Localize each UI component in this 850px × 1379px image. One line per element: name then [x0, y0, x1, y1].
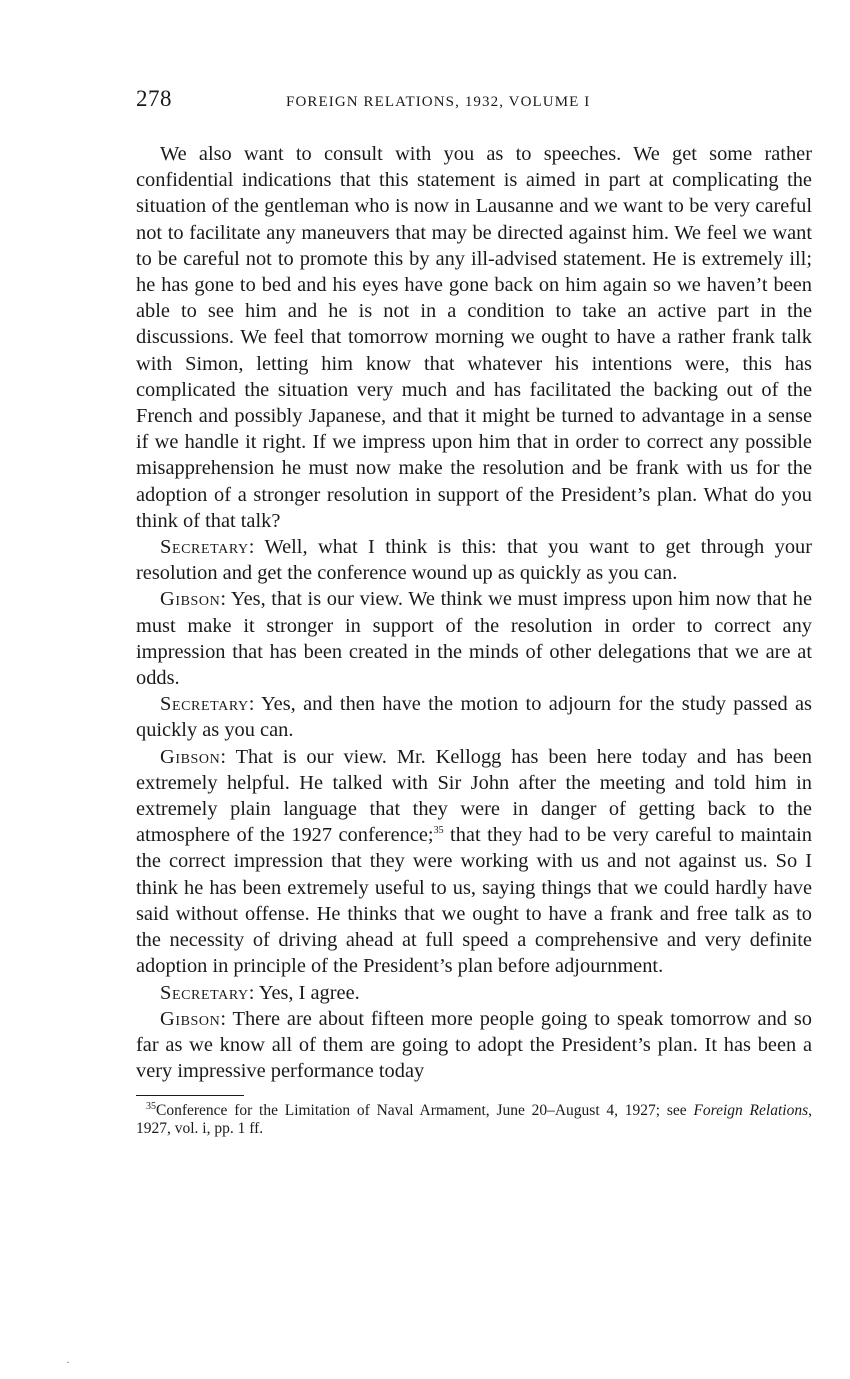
speaker-label: Gibson: [160, 745, 221, 768]
running-title: FOREIGN RELATIONS, 1932, VOLUME I: [286, 94, 591, 110]
speaker-label: Secretary: [160, 536, 249, 559]
footnote-divider: [136, 1095, 244, 1096]
speaker-label: Gibson: [160, 1007, 221, 1030]
footnote-marker: 35: [146, 1101, 156, 1113]
running-head: [136, 86, 812, 116]
paragraph-text: : That is our view. Mr. Kellogg has been here today and has been extremely helpful. He talked with Sir John after the meeting and told him in extremely plain language that they were in danger of getting back to the atmosphere of the 1927 conference;: [136, 745, 812, 847]
paragraph-6: [136, 980, 812, 1006]
paragraph-text: : Well, what I think is this: that you want to get through your resolution and get the conference wound up as quickly as you can.: [136, 536, 812, 585]
speaker-label: Secretary: [160, 693, 249, 716]
paragraph-3: [136, 586, 812, 691]
paragraph-text: : Yes, that is our view. We think we must impress upon him now that he must make it stronger in support of the resolution in order to correct any impression that has been created in the minds of other delegations that we are at odds.: [136, 588, 812, 690]
speaker-label: Gibson: [160, 588, 221, 611]
footnote-text: Conference for the Limitation of Naval Armament, June 20–August 4, 1927; see: [156, 1102, 694, 1120]
scan-speck: ·: [66, 1355, 70, 1369]
paragraph-text: : There are about fifteen more people going to speak tomorrow and so far as we know all of them are going to adopt the President’s plan. It has been a very impressive performance today: [136, 1007, 812, 1083]
paragraph-7: [136, 1006, 812, 1085]
body-text: [136, 141, 812, 1084]
paragraph-text: : Yes, and then have the motion to adjourn for the study passed as quickly as you can.: [136, 693, 812, 742]
paragraph-4: [136, 691, 812, 743]
paragraph-2: [136, 534, 812, 586]
footnote-italic-title: Foreign Relations: [693, 1102, 809, 1120]
footnote: [136, 1102, 812, 1138]
paragraph-text-continued: that they had to be very careful to maintain the correct impression that they were working with us and not against us. So I think he has been extremely useful to us, saying things that we could hardly have said without offense. He thinks that we ought to have a frank and free talk as to the necessity of driving ahead at full speed a comprehensive and very definite adoption in principle of the President’s plan before adjournment.: [136, 824, 812, 978]
paragraph-5: [136, 744, 812, 980]
paragraph-1: We also want to consult with you as to speeches. We get some rather confidential indications that this statement is aimed in part at complicating the situation of the gentleman who is now in Lausanne and we want to be very careful not to facilitate any maneuvers that may be directed against him. We feel we want to be careful not to promote this by any ill-advised statement. He is extremely ill; he has gone to bed and his eyes have gone back on him again so we haven’t been able to see him and he is not in a condition to take an active part in the discussions. We feel that tomorrow morning we ought to have a rather frank talk with Simon, letting him know that whatever his intentions were, this has complicated the situation very much and has facilitated the backing out of the French and possibly Japanese, and that it might be turned to advantage in a sense if we handle it right. If we impress upon him that in order to correct any possible misapprehension he must now make the resolution and be frank with us for the adoption of a stronger resolution in support of the President’s plan. What do you think of that talk?: [136, 143, 812, 532]
document-page: [136, 86, 812, 1138]
page-number: 278: [136, 86, 172, 111]
paragraph-text: : Yes, I agree.: [248, 981, 360, 1004]
footnote-text-end: , 1927, vol. i, pp. 1 ff.: [136, 1102, 812, 1138]
speaker-label: Secretary: [160, 981, 249, 1004]
footnote-reference: 35: [433, 825, 444, 837]
